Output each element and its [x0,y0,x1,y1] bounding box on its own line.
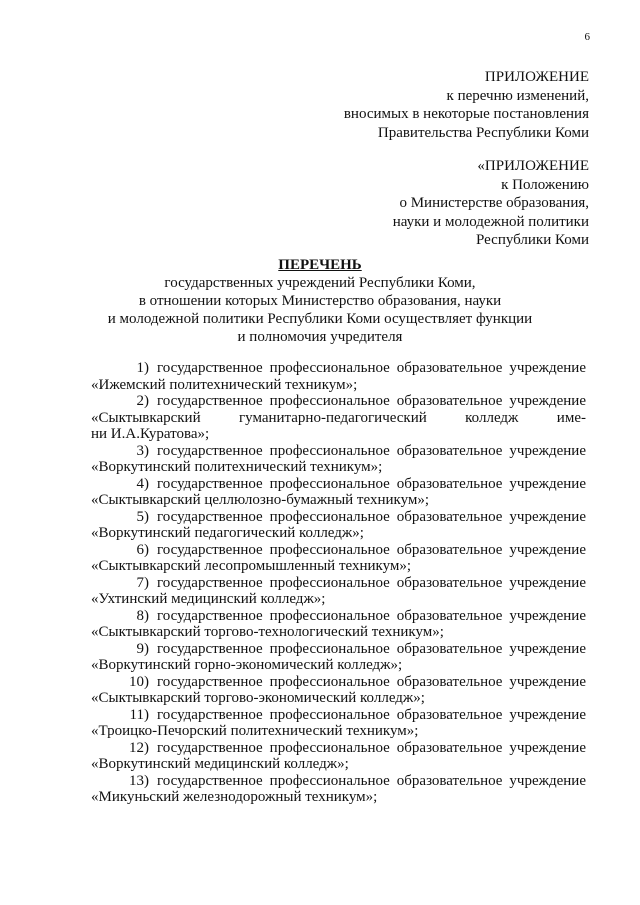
list-item-institution-name: «Троицко-Печорский политехнический техникум»; [91,723,419,739]
appendix-line: Правительства Республики Коми [377,124,589,141]
list-item-institution-name: «Сыктывкарский целлюлозно-бумажный техникум»; [91,492,430,508]
list-item-institution-name: «Воркутинский горно-экономический колледж»; [91,657,403,673]
list-item-text: государственное профессиональное образовательное учреждение [157,640,586,657]
list-item-text: государственное профессиональное образовательное учреждение [157,673,586,690]
list-item-number: 9) [136,640,149,657]
list-item-first-line [91,360,586,377]
list-item [91,707,586,740]
list-item-first-line [91,542,586,559]
list-item [91,393,586,443]
appendix-line: ПРИЛОЖЕНИЕ [484,69,589,85]
list-item [91,740,586,773]
list-item-institution-name: «Сыктывкарский торгово-технологический техникум»; [91,624,444,640]
list-item-number: 12) [129,739,149,756]
title-line: и молодежной политики Республики Коми осуществляет функции [107,311,533,327]
list-item-institution-name: «Сыктывкарский лесопромышленный техникум»; [91,558,412,574]
list-item-text: государственное профессиональное образовательное учреждение [157,360,586,376]
list-item-first-line [91,773,586,790]
list-item-text: государственное профессиональное образовательное учреждение [157,706,586,723]
list-item-word: име- [556,409,586,426]
list-item-number: 8) [136,607,149,624]
title-heading: ПЕРЕЧЕНЬ [278,257,362,273]
quoted-appendix-line: Республики Коми [476,232,589,248]
quoted-appendix-header [393,157,589,250]
list-item-number: 11) [129,706,149,723]
quoted-appendix-line: о Министерстве образования, [399,195,589,211]
list-item-text: государственное профессиональное образовательное учреждение [157,442,586,459]
list-item-first-line [91,443,586,460]
list-item-first-line [91,575,586,592]
list-item-text: государственное профессиональное образовательное учреждение [157,739,586,756]
list-item-word: гуманитарно-педагогический [238,409,427,426]
list-item [91,509,586,542]
list-item-institution-name: ни И.А.Куратова»; [91,426,210,442]
list-item-institution-name: «Ухтинский медицинский колледж»; [91,591,326,607]
title-line: и полномочия учредителя [237,329,403,345]
page-number: 6 [584,31,590,43]
institution-list [91,360,586,806]
list-item-first-line [91,476,586,493]
list-item-number: 13) [129,772,149,789]
list-item-number: 7) [136,574,149,591]
list-item-text: государственное профессиональное образовательное учреждение [157,475,586,492]
list-item [91,608,586,641]
list-item-number: 10) [129,673,149,690]
list-item-number: 5) [136,508,149,525]
appendix-line: к перечню изменений, [446,87,589,104]
list-item-institution-name: «Воркутинский медицинский колледж»; [91,756,349,772]
list-item-institution-name: «Воркутинский педагогический колледж»; [91,525,364,541]
list-item-text: государственное профессиональное образовательное учреждение [157,541,586,558]
quoted-appendix-line: к Положению [501,176,589,193]
list-item-number: 4) [136,475,149,492]
list-item-word: «Сыктывкарский [91,409,201,426]
list-item-institution-name: «Воркутинский политехнический техникум»; [91,459,383,475]
list-item-first-line [91,393,586,410]
list-item [91,443,586,476]
list-item [91,575,586,608]
list-item-institution-name: «Микуньский железнодорожный техникум»; [91,789,378,805]
list-item-first-line [91,740,586,757]
appendix-line: вносимых в некоторые постановления [343,106,589,122]
list-item-text: государственное профессиональное образовательное учреждение [157,508,586,525]
list-item-text: государственное профессиональное образовательное учреждение [157,393,586,409]
list-item-text: государственное профессиональное образовательное учреждение [157,607,586,624]
list-item-number: 3) [136,442,149,459]
list-item-first-line [91,509,586,526]
list-item-number: 6) [136,541,149,558]
title-line: в отношении которых Министерство образования, науки [138,293,502,309]
list-item [91,674,586,707]
list-item-first-line [91,641,586,658]
list-item-institution-name: «Сыктывкарский торгово-экономический колледж»; [91,690,425,706]
list-item [91,360,586,393]
list-item-first-line [91,674,586,691]
list-item [91,641,586,674]
list-item-first-line [91,608,586,625]
list-item [91,542,586,575]
title-line: государственных учреждений Республики Коми, [164,275,476,291]
list-item [91,773,586,806]
document-title [0,256,640,346]
quoted-appendix-line: «ПРИЛОЖЕНИЕ [477,158,589,174]
list-item-institution-name: «Ижемский политехнический техникум»; [91,376,358,393]
list-item-first-line [91,707,586,724]
list-item-number: 2) [136,393,149,409]
quoted-appendix-line: науки и молодежной политики [392,213,589,230]
list-item-number: 1) [136,360,149,376]
appendix-header [344,68,589,142]
list-item-text: государственное профессиональное образовательное учреждение [157,574,586,591]
list-item [91,476,586,509]
list-item-text: государственное профессиональное образовательное учреждение [157,772,586,789]
list-item-justified-line [91,410,586,427]
list-item-word: колледж [465,409,519,426]
